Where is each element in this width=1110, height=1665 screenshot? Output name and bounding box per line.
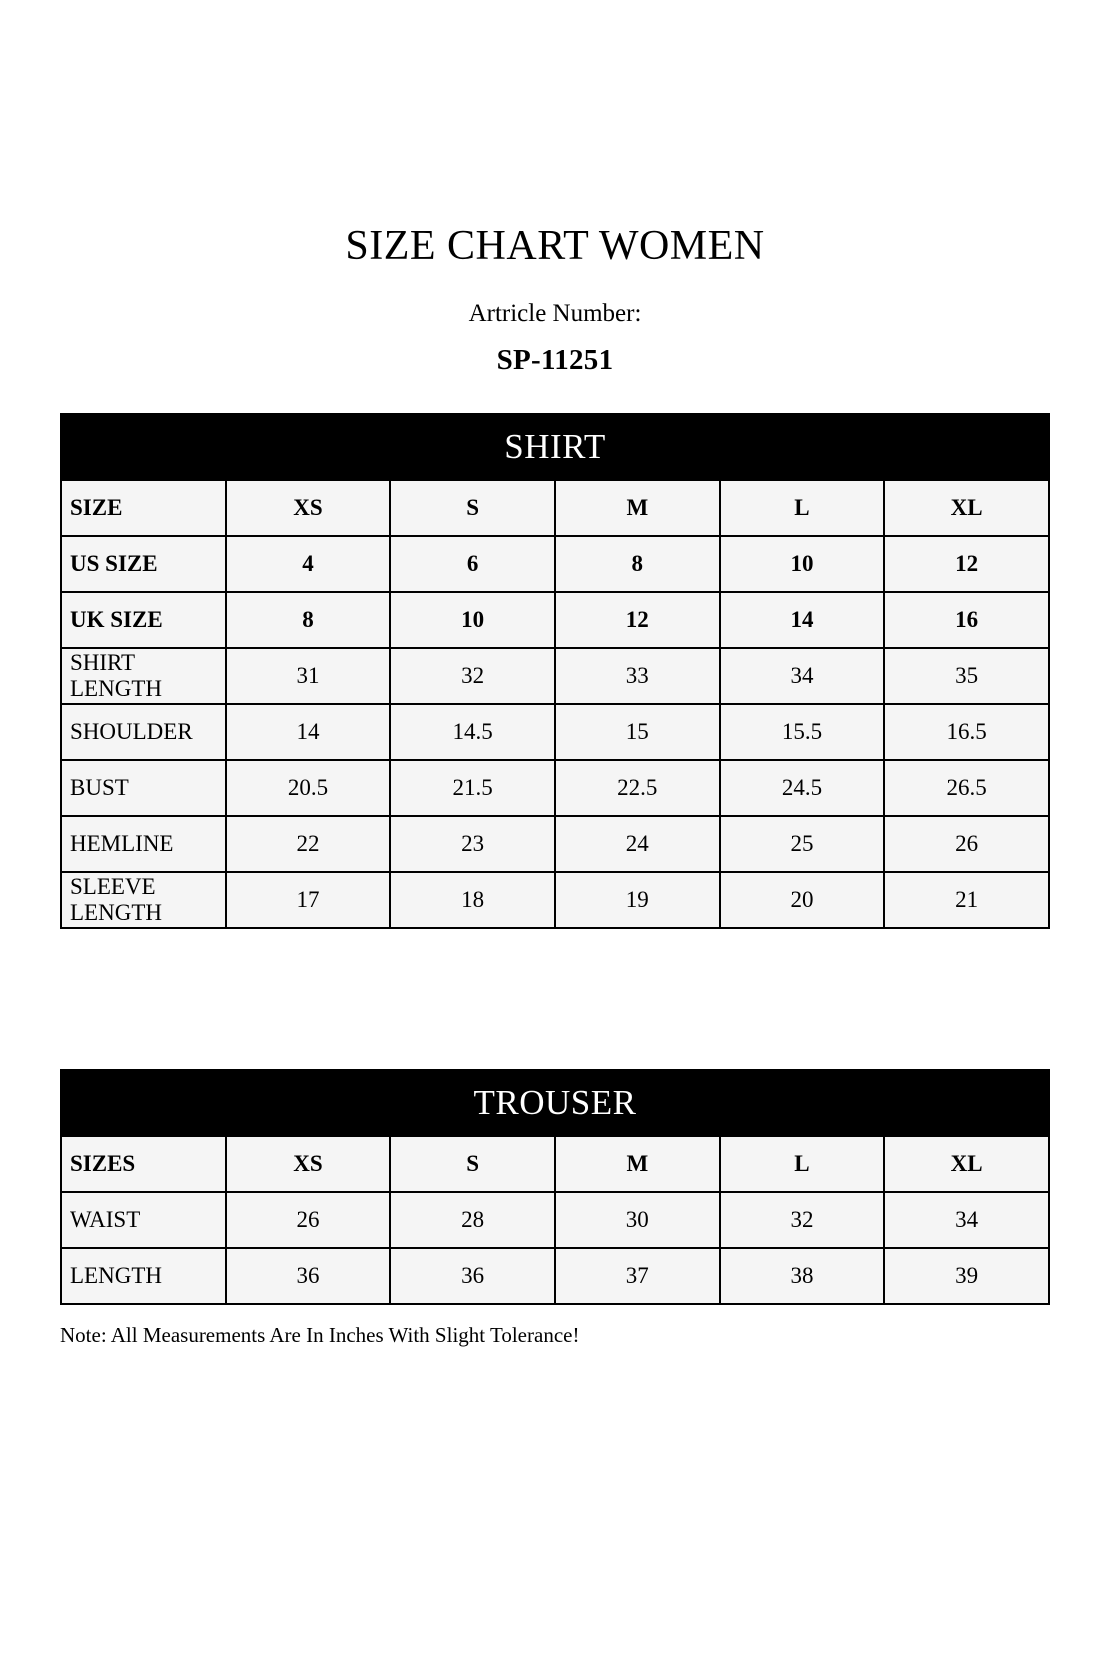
cell-value: 24 — [555, 816, 720, 872]
table-row — [61, 592, 1049, 648]
cell-value: 22.5 — [555, 760, 720, 816]
column-header-size: SIZE — [61, 480, 226, 536]
cell-value: 32 — [720, 1192, 885, 1248]
table-row — [61, 536, 1049, 592]
table-section-header — [61, 1070, 1049, 1136]
cell-value: 36 — [226, 1248, 391, 1304]
cell-value: 16.5 — [884, 704, 1049, 760]
row-label: SLEEVE LENGTH — [61, 872, 226, 928]
cell-value: 16 — [884, 592, 1049, 648]
cell-value: 14.5 — [390, 704, 555, 760]
row-label: WAIST — [61, 1192, 226, 1248]
shirt-section-title: SHIRT — [61, 414, 1049, 480]
cell-value: 33 — [555, 648, 720, 704]
table-row — [61, 648, 1049, 704]
column-header-xs: XS — [226, 480, 391, 536]
cell-value: 36 — [390, 1248, 555, 1304]
cell-value: 20 — [720, 872, 885, 928]
cell-value: 34 — [720, 648, 885, 704]
cell-value: 30 — [555, 1192, 720, 1248]
table-row — [61, 480, 1049, 536]
cell-value: 12 — [555, 592, 720, 648]
table-section-header — [61, 414, 1049, 480]
cell-value: 15 — [555, 704, 720, 760]
column-header-xs: XS — [226, 1136, 391, 1192]
trouser-section-title: TROUSER — [61, 1070, 1049, 1136]
cell-value: 24.5 — [720, 760, 885, 816]
cell-value: 4 — [226, 536, 391, 592]
cell-value: 20.5 — [226, 760, 391, 816]
table-row — [61, 760, 1049, 816]
cell-value: 8 — [555, 536, 720, 592]
table-row — [61, 1192, 1049, 1248]
cell-value: 26.5 — [884, 760, 1049, 816]
row-label: SHOULDER — [61, 704, 226, 760]
cell-value: 21.5 — [390, 760, 555, 816]
row-label: BUST — [61, 760, 226, 816]
cell-value: 14 — [226, 704, 391, 760]
cell-value: 15.5 — [720, 704, 885, 760]
article-number-value: SP-11251 — [496, 344, 614, 376]
cell-value: 10 — [720, 536, 885, 592]
row-label: US SIZE — [61, 536, 226, 592]
trouser-size-table-wrapper — [60, 1069, 1050, 1305]
shirt-size-table-wrapper — [60, 413, 1050, 929]
cell-value: 8 — [226, 592, 391, 648]
cell-value: 21 — [884, 872, 1049, 928]
cell-value: 34 — [884, 1192, 1049, 1248]
column-header-xl: XL — [884, 480, 1049, 536]
column-header-sizes: SIZES — [61, 1136, 226, 1192]
page-title: SIZE CHART WOMEN — [345, 223, 765, 269]
cell-value: 14 — [720, 592, 885, 648]
cell-value: 38 — [720, 1248, 885, 1304]
table-row — [61, 872, 1049, 928]
cell-value: 37 — [555, 1248, 720, 1304]
column-header-m: M — [555, 1136, 720, 1192]
cell-value: 39 — [884, 1248, 1049, 1304]
row-label: HEMLINE — [61, 816, 226, 872]
column-header-s: S — [390, 480, 555, 536]
cell-value: 22 — [226, 816, 391, 872]
column-header-l: L — [720, 1136, 885, 1192]
row-label: LENGTH — [61, 1248, 226, 1304]
cell-value: 28 — [390, 1192, 555, 1248]
row-label: SHIRT LENGTH — [61, 648, 226, 704]
cell-value: 32 — [390, 648, 555, 704]
cell-value: 35 — [884, 648, 1049, 704]
measurement-note: Note: All Measurements Are In Inches With Slight Tolerance! — [60, 1323, 580, 1347]
article-number-label: Artricle Number: — [468, 300, 642, 327]
row-label: UK SIZE — [61, 592, 226, 648]
table-row — [61, 704, 1049, 760]
shirt-size-table — [60, 413, 1050, 929]
column-header-l: L — [720, 480, 885, 536]
cell-value: 17 — [226, 872, 391, 928]
trouser-size-table — [60, 1069, 1050, 1305]
cell-value: 18 — [390, 872, 555, 928]
column-header-m: M — [555, 480, 720, 536]
cell-value: 6 — [390, 536, 555, 592]
table-row — [61, 816, 1049, 872]
column-header-s: S — [390, 1136, 555, 1192]
cell-value: 23 — [390, 816, 555, 872]
table-row — [61, 1136, 1049, 1192]
cell-value: 26 — [226, 1192, 391, 1248]
cell-value: 10 — [390, 592, 555, 648]
column-header-xl: XL — [884, 1136, 1049, 1192]
cell-value: 12 — [884, 536, 1049, 592]
cell-value: 26 — [884, 816, 1049, 872]
table-row — [61, 1248, 1049, 1304]
cell-value: 25 — [720, 816, 885, 872]
cell-value: 19 — [555, 872, 720, 928]
cell-value: 31 — [226, 648, 391, 704]
